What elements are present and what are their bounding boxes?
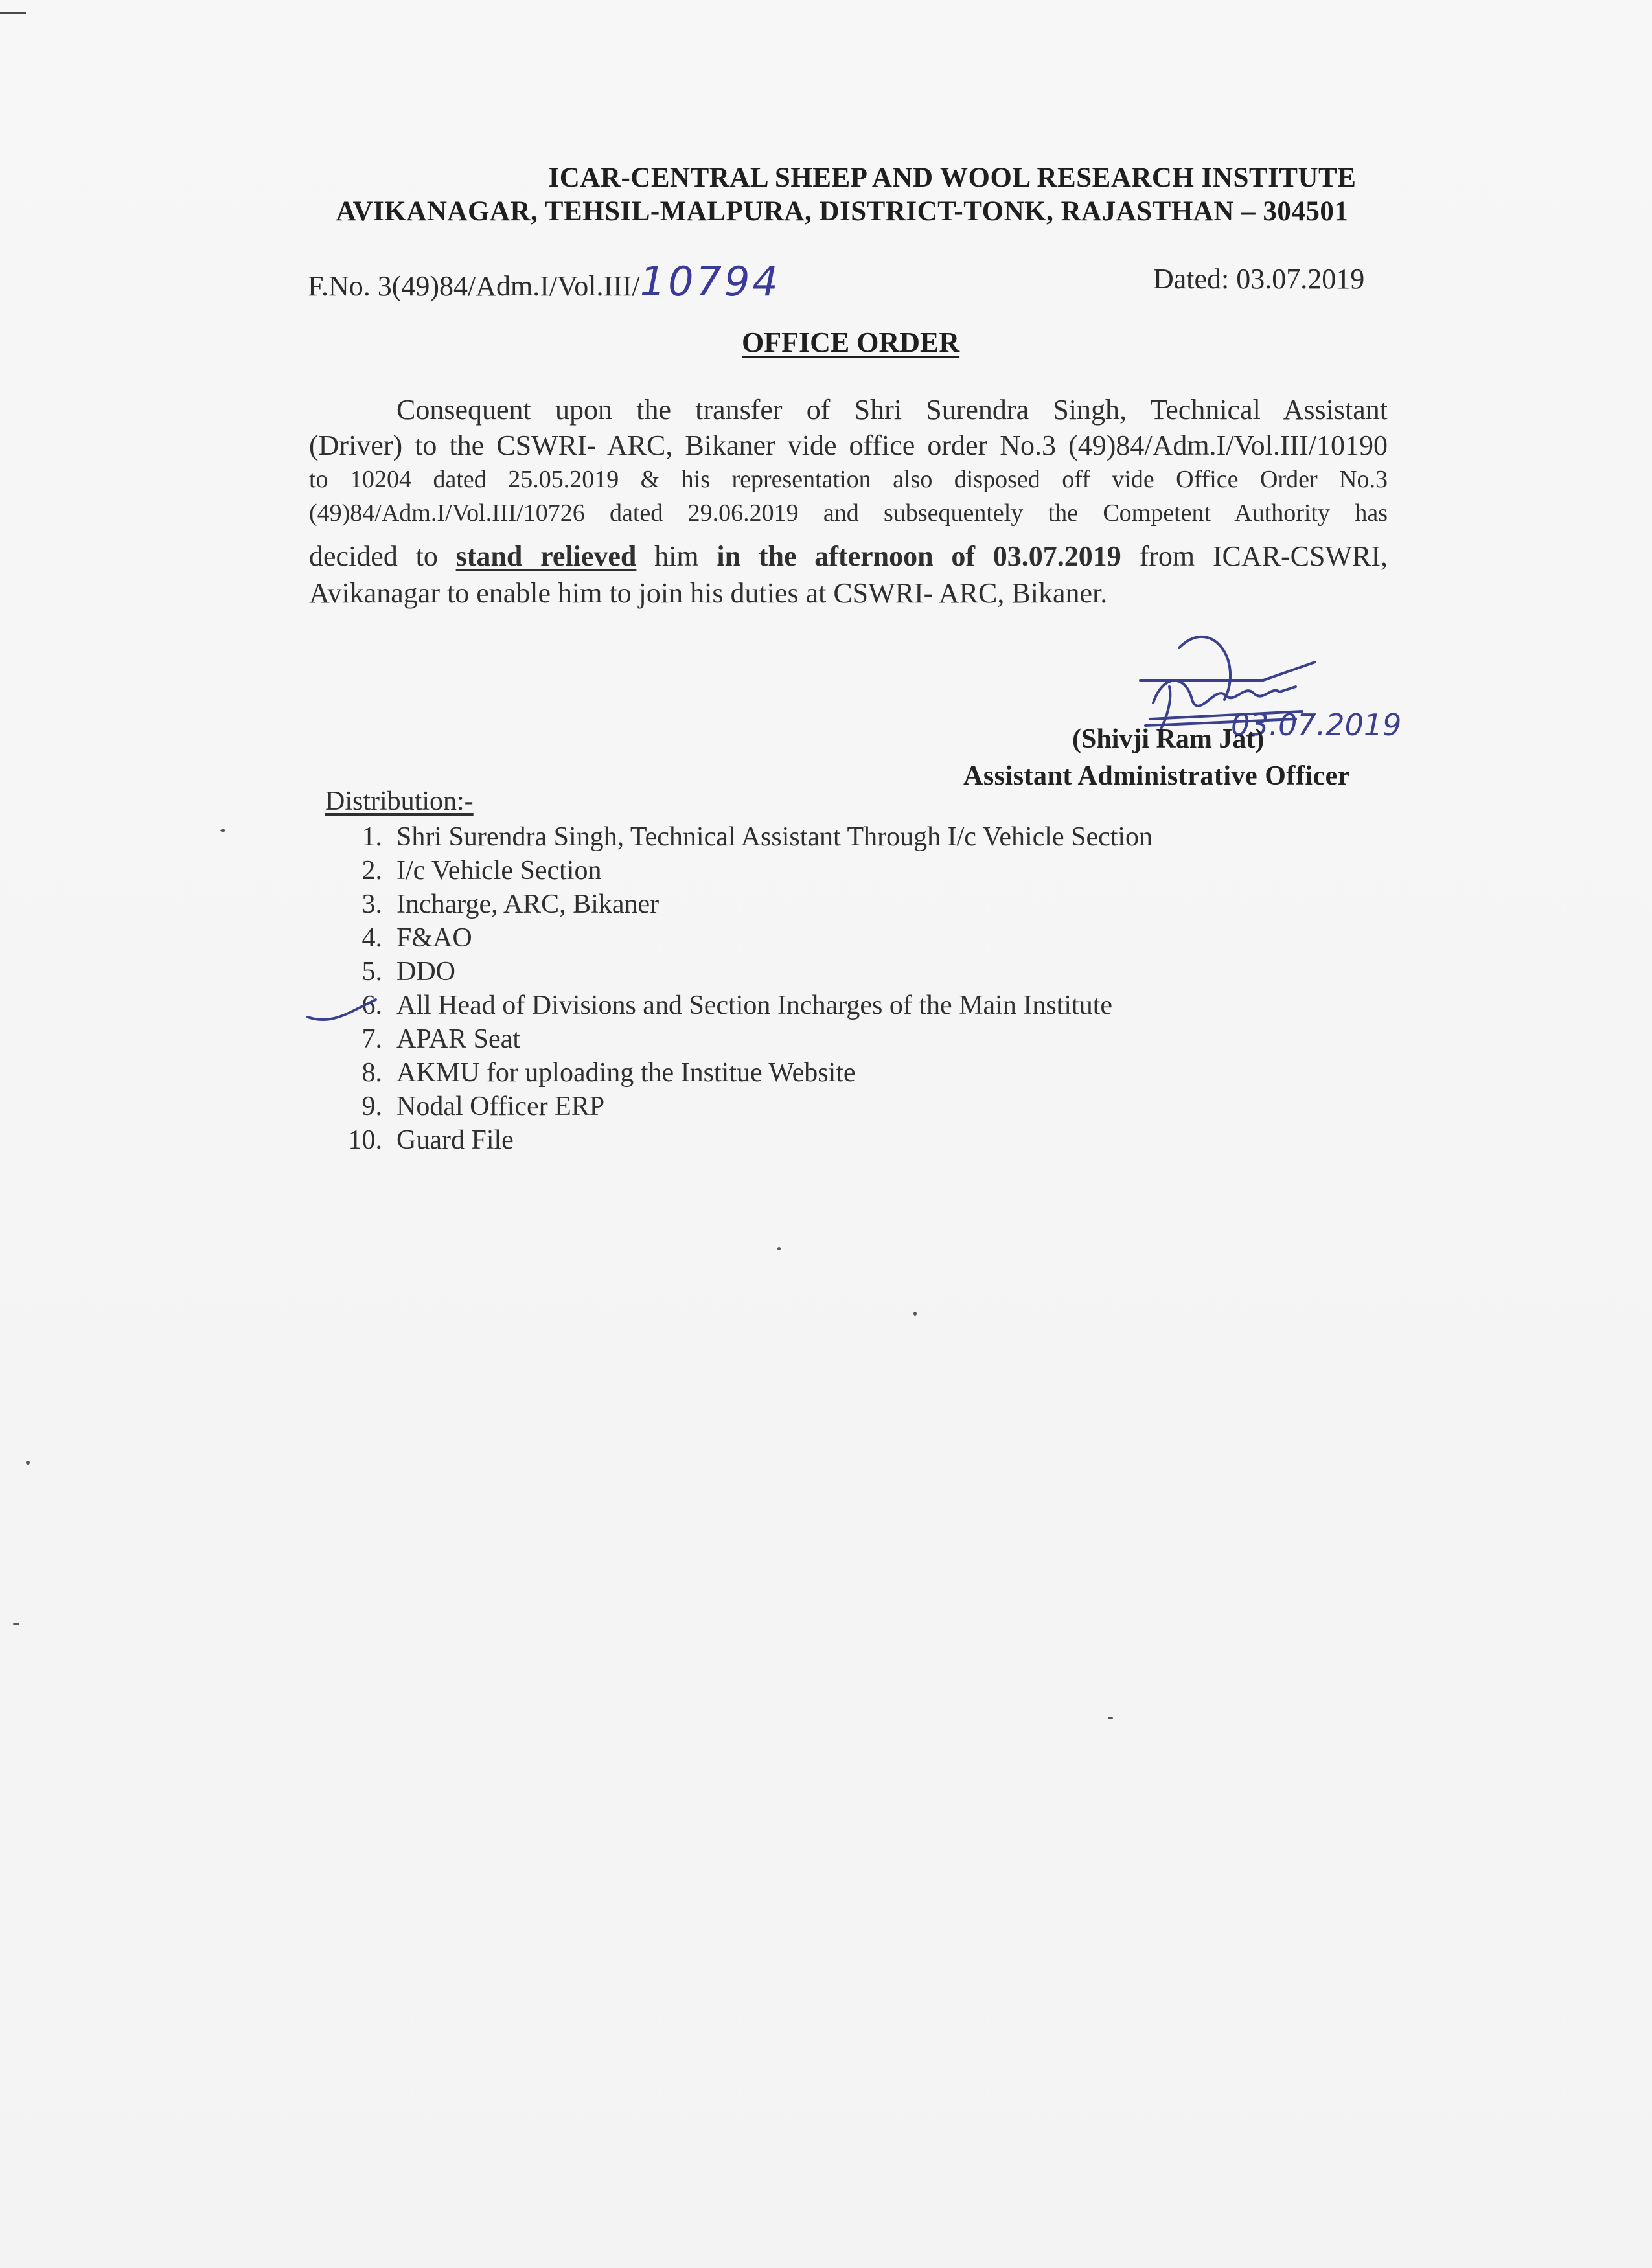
item-text: F&AO xyxy=(396,923,472,953)
item-number: 9. xyxy=(361,1092,382,1121)
scan-speck xyxy=(220,829,225,832)
scan-speck xyxy=(26,1461,30,1465)
scan-speck xyxy=(1108,1717,1113,1719)
file-number xyxy=(308,258,781,305)
institute-name: ICAR-CENTRAL SHEEP AND WOOL RESEARCH INSTITUTE xyxy=(548,163,1357,193)
item-text: APAR Seat xyxy=(396,1024,520,1054)
item-number: 1. xyxy=(361,822,382,852)
distribution-item xyxy=(337,956,1153,990)
distribution-heading: Distribution:- xyxy=(325,786,474,816)
distribution-item xyxy=(337,821,1153,855)
distribution-item xyxy=(337,889,1153,922)
body-line-2: (Driver) to the CSWRI- ARC, Bikaner vide office order No.3 (49)84/Adm.I/Vol.III/10190 xyxy=(309,430,1388,461)
item-text: I/c Vehicle Section xyxy=(396,856,602,886)
item-number: 10. xyxy=(348,1125,382,1155)
signatory-designation: Assistant Administrative Officer xyxy=(963,761,1350,791)
body-text: decided to xyxy=(309,540,438,572)
order-date: Dated: 03.07.2019 xyxy=(1153,263,1365,295)
body-line-1: Consequent upon the transfer of Shri Surendra Singh, Technical Assistant xyxy=(396,394,1388,426)
item-text: Shri Surendra Singh, Technical Assistant Through I/c Vehicle Section xyxy=(396,822,1153,852)
item-number: 4. xyxy=(361,923,382,953)
institute-address: AVIKANAGAR, TEHSIL-MALPURA, DISTRICT-TONK, RAJASTHAN – 304501 xyxy=(336,196,1349,227)
item-text: AKMU for uploading the Institue Website xyxy=(396,1058,856,1088)
scan-edge-mark xyxy=(0,12,26,14)
item-text: DDO xyxy=(396,957,455,987)
pen-tick-mark xyxy=(304,994,382,1027)
body-line-4: (49)84/Adm.I/Vol.III/10726 dated 29.06.2019 and subsequentely the Competent Authority has xyxy=(309,499,1388,527)
item-text: Guard File xyxy=(396,1125,514,1155)
body-line-3: to 10204 dated 25.05.2019 & his representation also disposed off vide Office Order No.3 xyxy=(309,466,1388,493)
relieved-emphasis: stand relieved xyxy=(455,540,637,572)
item-text: Incharge, ARC, Bikaner xyxy=(396,889,660,919)
item-number: 2. xyxy=(361,856,382,886)
distribution-list xyxy=(337,821,1153,1158)
file-number-handwritten: 10794 xyxy=(639,258,781,305)
distribution-item xyxy=(337,855,1153,889)
distribution-item xyxy=(337,922,1153,956)
signatory-name: (Shivji Ram Jat) xyxy=(1072,724,1265,754)
body-line-6: Avikanagar to enable him to join his duties at CSWRI- ARC, Bikaner. xyxy=(309,577,1108,609)
item-number: 7. xyxy=(361,1024,382,1054)
item-text: All Head of Divisions and Section Incharges of the Main Institute xyxy=(396,991,1113,1020)
scan-speck xyxy=(777,1247,781,1250)
body-line-5 xyxy=(309,540,1388,573)
body-text: him xyxy=(654,540,699,572)
scan-speck xyxy=(13,1623,19,1625)
body-text: from ICAR-CSWRI, xyxy=(1139,540,1388,572)
signature-date: 03.07.2019 xyxy=(1231,707,1402,742)
distribution-item xyxy=(337,990,1153,1024)
distribution-item xyxy=(337,1024,1153,1057)
order-title: OFFICE ORDER xyxy=(742,326,960,358)
item-number: 6. xyxy=(361,991,382,1020)
item-number: 3. xyxy=(361,889,382,919)
relieved-time-emphasis: in the afternoon of 03.07.2019 xyxy=(717,540,1121,572)
scan-speck xyxy=(913,1312,917,1316)
item-text: Nodal Officer ERP xyxy=(396,1092,605,1121)
distribution-item xyxy=(337,1125,1153,1158)
file-number-printed: F.No. 3(49)84/Adm.I/Vol.III/ xyxy=(308,270,640,302)
distribution-item xyxy=(337,1091,1153,1125)
item-number: 5. xyxy=(361,957,382,987)
item-number: 8. xyxy=(361,1058,382,1088)
distribution-item xyxy=(337,1057,1153,1091)
